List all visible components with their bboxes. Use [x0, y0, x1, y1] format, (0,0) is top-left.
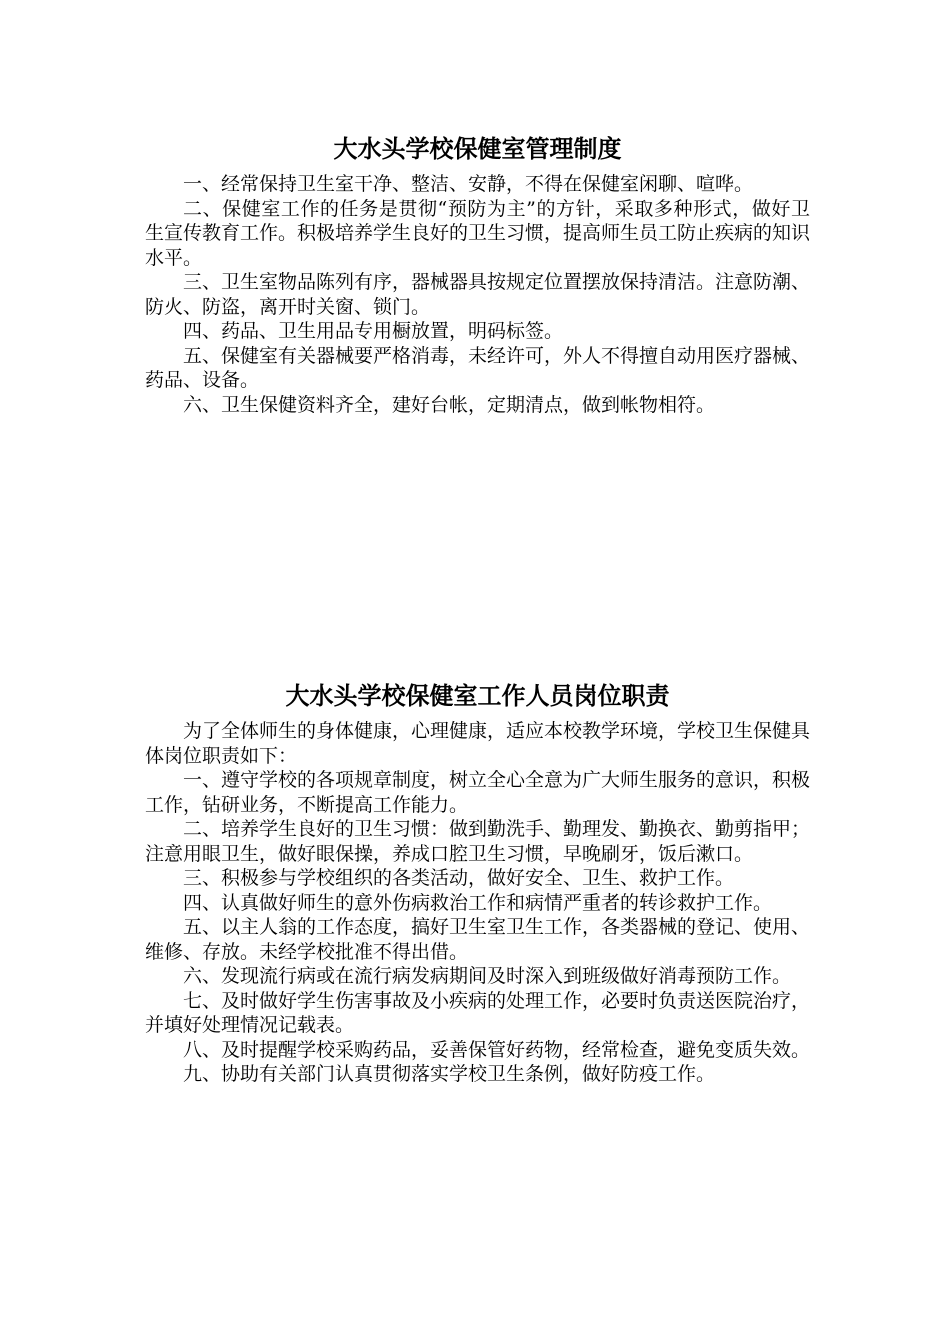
section-title: 大水头学校保健室管理制度 [333, 134, 622, 163]
paragraph: 六、发现流行病或在流行病发病期间及时深入到班级做好消毒预防工作。 [183, 965, 792, 987]
paragraph: 二、培养学生良好的卫生习惯：做到勤洗手、勤理发、勤换衣、勤剪指甲；注意用眼卫生，做好眼保操，养成口腔卫生习惯，早晚刷牙，饭后漱口。 [145, 818, 811, 865]
paragraph: 五、以主人翁的工作态度，搞好卫生室卫生工作，各类器械的登记、使用、维修、存放。未经学校批准不得出借。 [145, 916, 811, 963]
section-title: 大水头学校保健室工作人员岗位职责 [285, 681, 670, 710]
paragraph: 一、经常保持卫生室干净、整洁、安静，不得在保健室闲聊、喧哗。 [183, 173, 754, 195]
paragraph: 八、及时提醒学校采购药品，妥善保管好药物，经常检查，避免变质失效。 [183, 1038, 811, 1061]
paragraph: 二、保健室工作的任务是贯彻“预防为主”的方针，采取多种形式，做好卫生宣传教育工作。积极培养学生良好的卫生习惯，提高师生员工防止疾病的知识水平。 [145, 197, 811, 269]
paragraph: 七、及时做好学生伤害事故及小疾病的处理工作，必要时负责送医院治疗，并填好处理情况记载表。 [145, 989, 811, 1036]
paragraph: 九、协助有关部门认真贯彻落实学校卫生条例，做好防疫工作。 [183, 1063, 716, 1085]
paragraph: 三、积极参与学校组织的各类活动，做好安全、卫生、救护工作。 [183, 867, 735, 889]
paragraph: 为了全体师生的身体健康，心理健康，适应本校教学环境，学校卫生保健具体岗位职责如下： [145, 720, 811, 767]
section-staff-duties [145, 679, 810, 1087]
section-management-rules [145, 132, 810, 417]
paragraph: 四、认真做好师生的意外伤病救治工作和病情严重者的转诊救护工作。 [183, 891, 773, 914]
paragraph: 一、遵守学校的各项规章制度，树立全心全意为广大师生服务的意识，积极工作，钻研业务，不断提高工作能力。 [145, 769, 811, 816]
paragraph: 五、保健室有关器械要严格消毒，未经许可，外人不得擅自动用医疗器械、药品、设备。 [145, 344, 811, 391]
paragraph: 三、卫生室物品陈列有序，器械器具按规定位置摆放保持清洁。注意防潮、防火、防盗，离开时关窗、锁门。 [145, 271, 811, 318]
paragraph: 六、卫生保健资料齐全，建好台帐，定期清点，做到帐物相符。 [183, 393, 716, 416]
paragraph: 四、药品、卫生用品专用橱放置，明码标签。 [183, 320, 564, 342]
